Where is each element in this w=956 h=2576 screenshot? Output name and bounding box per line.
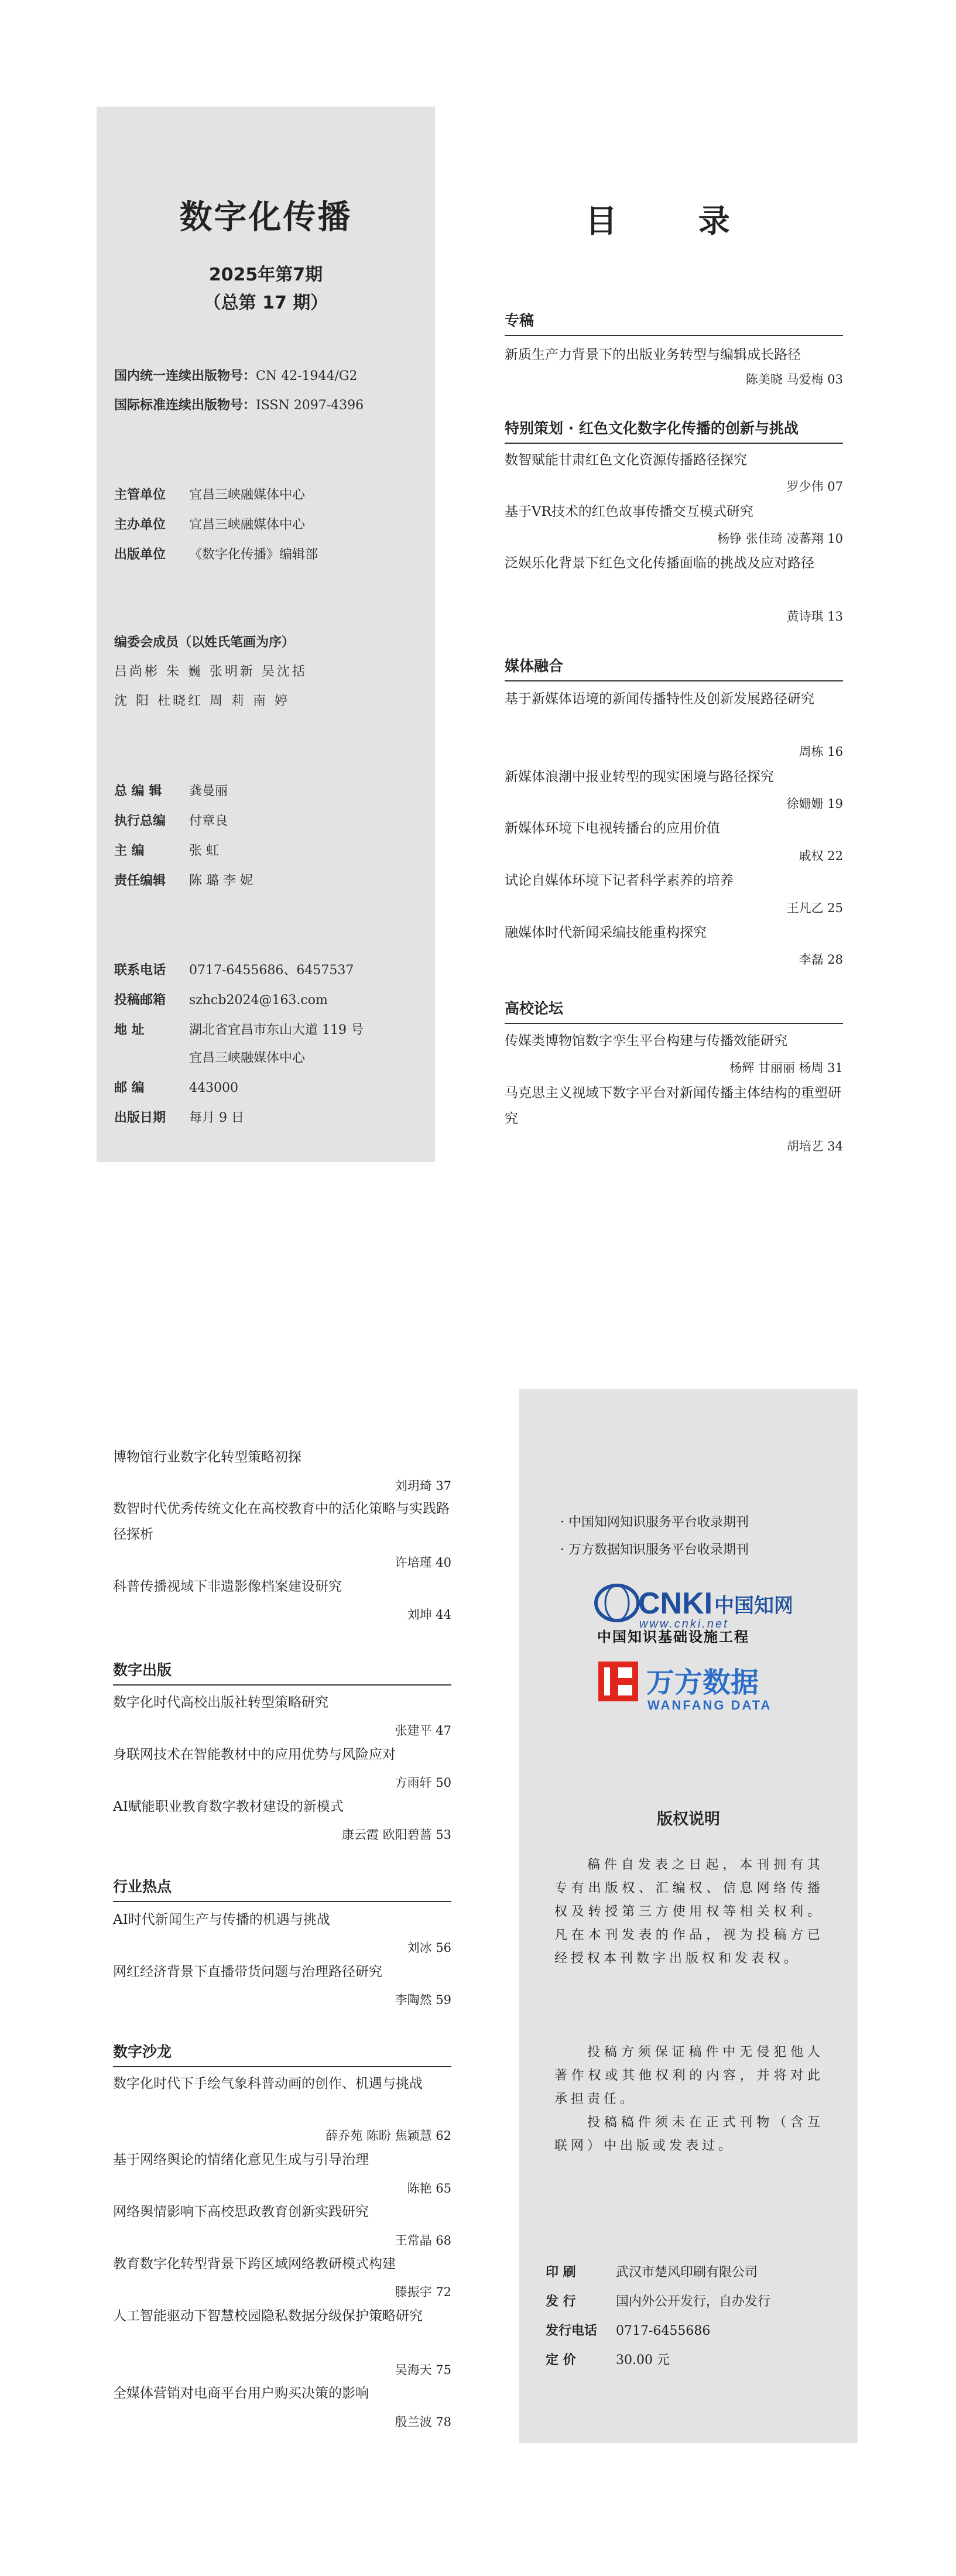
phone-value: 0717-6455686、6457537 <box>189 963 354 978</box>
board-label: 编委会成员（以姓氏笔画为序） <box>114 635 295 650</box>
price-row <box>546 2350 670 2368</box>
copyright-paragraph-3: 投稿稿件须未在正式刊物（含互联网）中出版或发表过。 <box>554 2115 824 2153</box>
rights-panel <box>519 1389 858 2443</box>
responsible-editor-value: 陈 璐 李 妮 <box>189 873 253 888</box>
price-value: 30.00 元 <box>616 2353 670 2368</box>
board-heading <box>114 632 294 650</box>
toc-article-title[interactable]: 新媒体环境下电视转播台的应用价值 <box>505 821 720 836</box>
cnki-logo-graphic <box>592 1580 791 1644</box>
wanfang-chinese: 万方数据 <box>646 1666 759 1699</box>
toc-article-title[interactable]: 新质生产力背景下的出版业务转型与编辑成长路径 <box>505 347 801 362</box>
toc-article-title[interactable]: 教育数字化转型背景下跨区域网络教研模式构建 <box>113 2256 396 2272</box>
editor-label: 主 编 <box>114 844 145 858</box>
publish-date-row <box>114 1108 244 1126</box>
toc-article-title[interactable]: AI赋能职业教育数字教材建设的新模式 <box>113 1799 344 1814</box>
copyright-paragraph-1: 稿件自发表之日起，本刊拥有其专有出版权、汇编权、信息网络传播权及转授第三方使用权等相关权利。凡在本刊发表的作品，视为投稿方已经授权本刊数字出版权和发表权。 <box>554 1858 824 1966</box>
toc-article-author: 杨铮 张佳琦 凌蕃翔 10 <box>717 532 843 546</box>
cnki-logo-letters: CNKI <box>638 1587 713 1621</box>
toc-article-title[interactable]: 数智时代优秀传统文化在高校教育中的活化策略与实践路径探析 <box>113 1501 450 1542</box>
toc-article-author: 张建平 47 <box>395 1724 451 1738</box>
toc-article-author: 滕振宇 72 <box>395 2285 451 2299</box>
cnki-globe-icon <box>596 1585 638 1621</box>
printer-label: 印 刷 <box>546 2265 576 2280</box>
responsible-editor-label: 责任编辑 <box>114 873 166 888</box>
toc-article-author: 李磊 28 <box>799 953 843 967</box>
host-label: 主办单位 <box>114 518 166 532</box>
issue-number: 2025年第7期 <box>208 265 323 285</box>
sponsor-row <box>114 485 305 503</box>
toc-article-author: 王常晶 68 <box>395 2234 451 2248</box>
toc-article-author: 刘冰 56 <box>407 1941 451 1955</box>
chief-editor-value: 龚曼丽 <box>189 784 228 799</box>
toc-section-heading: 行业热点 <box>113 1875 451 1902</box>
distribution-phone-row <box>546 2321 710 2339</box>
distribution-value: 国内外公开发行，自办发行 <box>616 2294 771 2309</box>
issn-number <box>114 395 364 413</box>
postcode-label: 邮 编 <box>114 1081 145 1095</box>
toc-article-title[interactable]: 人工智能驱动下智慧校园隐私数据分级保护策略研究 <box>113 2308 423 2324</box>
address-value-line2: 宜昌三峡融媒体中心 <box>189 1051 306 1066</box>
toc-article-author: 徐姗姗 19 <box>786 797 843 811</box>
toc-article-title[interactable]: 传媒类博物馆数字孪生平台构建与传播效能研究 <box>505 1033 787 1049</box>
toc-article-title[interactable]: 基于新媒体语境的新闻传播特性及创新发展路径研究 <box>505 691 814 707</box>
cnki-logo-chinese: 中国知网 <box>714 1594 791 1618</box>
cnki-subtitle: 中国知识基础设施工程 <box>597 1629 749 1644</box>
wanfang-logo <box>592 1656 791 1714</box>
publish-date-label: 出版日期 <box>114 1111 166 1125</box>
toc-article-title[interactable]: 新媒体浪潮中报业转型的现实困境与路径探究 <box>505 769 774 785</box>
toc-article-author: 方雨轩 50 <box>395 1776 451 1790</box>
email-value: szhcb2024@163.com <box>189 993 328 1008</box>
publisher-value: 《数字化传播》编辑部 <box>189 547 318 562</box>
toc-article-title[interactable]: 网络舆情影响下高校思政教育创新实践研究 <box>113 2204 369 2219</box>
toc-article-title[interactable]: 全媒体营销对电商平台用户购买决策的影响 <box>113 2386 369 2401</box>
toc-article-author: 陈美晓 马爱梅 03 <box>745 372 843 386</box>
toc-title: 目 录 <box>585 203 765 239</box>
toc-article-author: 吴海天 75 <box>395 2363 451 2377</box>
toc-article-author: 康云霞 欧阳碧蔷 53 <box>341 1828 451 1842</box>
wanfang-square-bar <box>610 1667 618 1695</box>
toc-article-title[interactable]: 身联网技术在智能教材中的应用优势与风险应对 <box>113 1747 396 1762</box>
distribution-phone-label: 发行电话 <box>546 2324 598 2338</box>
toc-article-title[interactable]: 马克思主义视域下数字平台对新闻传播主体结构的重塑研究 <box>505 1085 841 1126</box>
toc-article-author: 许培瑾 40 <box>395 1556 451 1570</box>
toc-article-title[interactable]: 泛娱乐化背景下红色文化传播面临的挑战及应对路径 <box>505 556 814 571</box>
toc-section-heading: 数字出版 <box>113 1659 451 1686</box>
cnki-globe-meridian <box>605 1585 629 1621</box>
toc-section-heading: 数字沙龙 <box>113 2040 451 2067</box>
copyright-heading: 版权说明 <box>657 1810 720 1828</box>
toc-article-author: 黄诗琪 13 <box>786 609 843 624</box>
sponsor-label: 主管单位 <box>114 488 166 502</box>
toc-article-title[interactable]: 试论自媒体环境下记者科学素养的培养 <box>505 873 734 888</box>
host-row <box>114 515 305 533</box>
toc-section-heading: 媒体融合 <box>505 655 843 681</box>
journal-title: 数字化传播 <box>179 198 352 237</box>
cnki-logo <box>592 1580 791 1644</box>
toc-article-title[interactable]: 基于VR技术的红色故事传播交互模式研究 <box>505 504 753 519</box>
publisher-row <box>114 544 318 563</box>
board-members-line1: 吕尚彬 朱 巍 张明新 吴沈括 <box>114 664 307 679</box>
toc-article-title[interactable]: 科普传播视域下非遗影像档案建设研究 <box>113 1579 342 1594</box>
toc-section-heading: 专稿 <box>505 309 843 336</box>
toc-article-author: 罗少伟 07 <box>786 479 843 494</box>
toc-article-author: 胡培艺 34 <box>786 1139 843 1153</box>
distribution-phone-value: 0717-6455686 <box>616 2324 711 2338</box>
toc-article-title[interactable]: 网红经济背景下直播带货问题与治理路径研究 <box>113 1964 382 1979</box>
toc-article-title[interactable]: 融媒体时代新闻采编技能重构探究 <box>505 925 707 940</box>
distribution-row <box>546 2291 770 2310</box>
address-label: 地 址 <box>114 1023 145 1037</box>
copyright-paragraph-2: 投稿方须保证稿件中无侵犯他人著作权或其他权利的内容，并将对此承担责任。 <box>554 2045 824 2106</box>
publisher-label: 出版单位 <box>114 547 166 562</box>
toc-article-title[interactable]: 博物馆行业数字化转型策略初探 <box>113 1450 301 1465</box>
toc-article-author: 戚权 22 <box>799 849 843 863</box>
executive-editor-row <box>114 811 228 829</box>
executive-editor-label: 执行总编 <box>114 814 166 828</box>
editor-row <box>114 841 219 859</box>
address-value-line1: 湖北省宜昌市东山大道 119 号 <box>189 1023 364 1037</box>
index-cnki: · 中国知网知识服务平台收录期刊 <box>560 1515 749 1530</box>
host-value: 宜昌三峡融媒体中心 <box>189 518 306 532</box>
chief-editor-row <box>114 781 228 799</box>
toc-article-author: 李陶然 59 <box>395 1993 451 2007</box>
wanfang-square-cross <box>618 1678 632 1685</box>
email-row <box>114 990 328 1008</box>
cnki-url: www.cnki.net <box>639 1618 729 1630</box>
phone-label: 联系电话 <box>114 963 166 978</box>
masthead-panel <box>97 107 435 1162</box>
distribution-label: 发 行 <box>546 2294 576 2309</box>
cn-label: 国内统一连续出版物号： <box>114 369 256 383</box>
issn-label: 国际标准连续出版物号： <box>114 398 256 413</box>
editor-value: 张 虹 <box>189 844 219 858</box>
toc-section-heading: 特别策划 · 红色文化数字化传播的创新与挑战 <box>505 417 843 444</box>
toc-article-author: 薛乔苑 陈盼 焦颖慧 62 <box>325 2129 451 2143</box>
postcode-row <box>114 1078 238 1096</box>
email-label: 投稿邮箱 <box>114 993 166 1008</box>
wanfang-logo-graphic <box>592 1656 791 1714</box>
printer-row <box>546 2262 758 2280</box>
toc-section-heading: 高校论坛 <box>505 997 843 1024</box>
index-wanfang: · 万方数据知识服务平台收录期刊 <box>560 1543 749 1557</box>
total-issue-number: （总第 17 期） <box>203 293 328 313</box>
toc-article-author: 殷兰波 78 <box>395 2415 451 2429</box>
phone-row <box>114 960 354 978</box>
toc-article-author: 杨辉 甘丽丽 杨周 31 <box>729 1061 843 1075</box>
cn-value: CN 42-1944/G2 <box>256 369 358 383</box>
toc-article-title[interactable]: 基于网络舆论的情绪化意见生成与引导治理 <box>113 2152 369 2167</box>
sponsor-value: 宜昌三峡融媒体中心 <box>189 488 306 502</box>
toc-article-title[interactable]: AI时代新闻生产与传播的机遇与挑战 <box>113 1912 330 1927</box>
toc-article-title[interactable]: 数智赋能甘肃红色文化资源传播路径探究 <box>505 453 747 468</box>
toc-article-author: 周栋 16 <box>799 745 843 759</box>
toc-article-author: 王凡乙 25 <box>786 901 843 915</box>
cn-number <box>114 366 358 384</box>
chief-editor-label: 总 编 辑 <box>114 784 162 799</box>
toc-article-author: 刘坤 44 <box>407 1608 451 1622</box>
price-label: 定 价 <box>546 2353 576 2368</box>
toc-article-author: 陈艳 65 <box>407 2181 451 2195</box>
publish-date-value: 每月 9 日 <box>189 1111 244 1125</box>
toc-article-author: 刘玥琦 37 <box>395 1479 451 1493</box>
responsible-editor-row <box>114 871 253 889</box>
toc-article-title[interactable]: 数字化时代下手绘气象科普动画的创作、机遇与挑战 <box>113 2076 423 2091</box>
postcode-value: 443000 <box>189 1081 238 1095</box>
board-members-line2: 沈 阳 杜晓红 周 莉 南 婷 <box>114 694 290 708</box>
issn-value: ISSN 2097-4396 <box>256 398 364 413</box>
toc-article-title[interactable]: 数字化时代高校出版社转型策略研究 <box>113 1695 328 1710</box>
wanfang-english: WANFANG DATA <box>647 1698 772 1712</box>
printer-value: 武汉市楚风印刷有限公司 <box>616 2265 758 2280</box>
address-row <box>114 1020 364 1038</box>
executive-editor-value: 付章良 <box>189 814 228 828</box>
